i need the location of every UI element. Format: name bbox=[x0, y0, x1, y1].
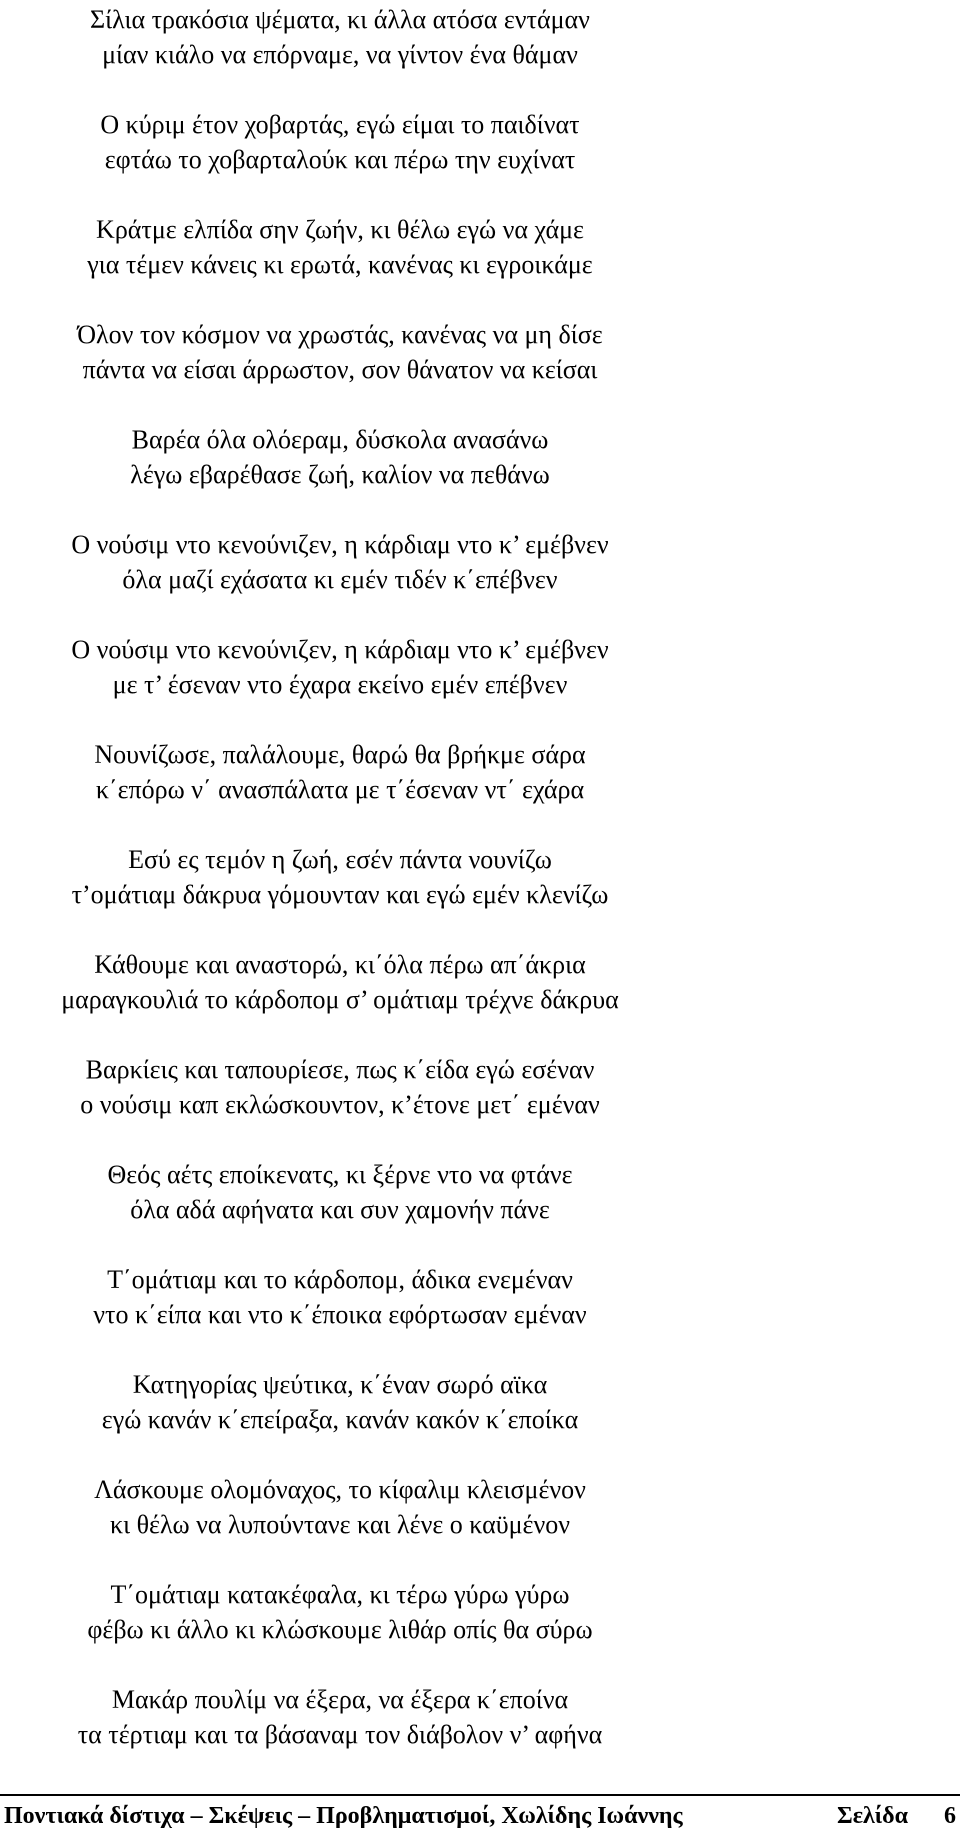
footer-page-label: Σελίδα bbox=[837, 1803, 909, 1829]
poem-stanza bbox=[0, 737, 680, 807]
poem-line: φέβω κι άλλο κι κλώσκουμε λιθάρ οπίς θα σύρω bbox=[87, 1615, 593, 1644]
poem-line: Κατηγορίας ψεύτικα, κ΄έναν σωρό αϊκα bbox=[132, 1370, 548, 1399]
poem-stanza bbox=[0, 947, 680, 1017]
poem-line: λέγω εβαρέθασε ζωή, καλίον να πεθάνω bbox=[130, 460, 550, 489]
poem-line: όλα αδά αφήνατα και συν χαμονήν πάνε bbox=[130, 1195, 550, 1224]
poem-stanza bbox=[0, 1682, 680, 1752]
poem-line: Κράτμε ελπίδα σην ζωήν, κι θέλω εγώ να χάμε bbox=[96, 215, 584, 244]
poem-stanza bbox=[0, 107, 680, 177]
poem-line: πάντα να είσαι άρρωστον, σον θάνατον να κείσαι bbox=[82, 355, 598, 384]
poem-stanza bbox=[0, 1367, 680, 1437]
poem-line: Βαρέα όλα ολόεραμ, δύσκολα ανασάνω bbox=[131, 425, 549, 454]
poem-line: τα τέρτιαμ και τα βάσαναμ τον διάβολον ν’ αφήνα bbox=[77, 1720, 603, 1749]
poem-line: Ο νούσιμ ντο κενούνιζεν, η κάρδιαμ ντο κ’ εμέβνεν bbox=[71, 530, 609, 559]
poem-stanza bbox=[0, 1052, 680, 1122]
poem-stanza bbox=[0, 2, 680, 72]
poem-line: κι θέλω να λυπούντανε και λένε ο καϋμένον bbox=[109, 1510, 570, 1539]
poem-line: Ο κύριμ έτον χοβαρτάς, εγώ είμαι το παιδίνατ bbox=[100, 110, 580, 139]
poem-stanza bbox=[0, 632, 680, 702]
poem-stanza bbox=[0, 842, 680, 912]
poem-line: Λάσκουμε ολομόναχος, το κίφαλιμ κλεισμένον bbox=[94, 1475, 586, 1504]
poem-line: Βαρκίεις και ταπουρίεσε, πως κ΄είδα εγώ εσέναν bbox=[85, 1055, 595, 1084]
poem-line: με τ’ έσεναν ντο έχαρα εκείνο εμέν επέβνεν bbox=[112, 670, 568, 699]
page-footer bbox=[4, 1799, 960, 1833]
poem-line: μαραγκουλιά το κάρδοπομ σ’ ομάτιαμ τρέχνε δάκρυα bbox=[61, 985, 619, 1014]
poem-stanza bbox=[0, 212, 680, 282]
poem-line: Όλον τον κόσμον να χρωστάς, κανένας να μη δίσε bbox=[77, 320, 603, 349]
poem-line: Σίλια τρακόσια ψέματα, κι άλλα ατόσα εντάμαν bbox=[90, 5, 590, 34]
poem-line: για τέμεν κάνεις κι ερωτά, κανένας κι εγροικάμε bbox=[87, 250, 593, 279]
poem-line: Θεός αέτς εποίκενατς, κι ξέρνε ντο να φτάνε bbox=[107, 1160, 573, 1189]
poem-stanza bbox=[0, 527, 680, 597]
poem-line: ο νούσιμ καπ εκλώσκουντον, κ’έτονε μετ΄ εμέναν bbox=[80, 1090, 600, 1119]
poem-line: κ΄επόρω ν΄ ανασπάλατα με τ΄έσεναν ντ΄ εχάρα bbox=[95, 775, 585, 804]
poem-line: Ο νούσιμ ντο κενούνιζεν, η κάρδιαμ ντο κ’ εμέβνεν bbox=[71, 635, 609, 664]
poem-line: μίαν κιάλο να επόρναμε, να γίντον ένα θάμαν bbox=[102, 40, 578, 69]
footer-page-number: 6 bbox=[944, 1803, 956, 1829]
poem-stanza bbox=[0, 1262, 680, 1332]
poem-stanza bbox=[0, 1577, 680, 1647]
footer-title: Ποντιακά δίστιχα – Σκέψεις – Προβληματισμοί, Χωλίδης Ιωάννης bbox=[4, 1803, 683, 1829]
poem-line: Κάθουμε και αναστορώ, κι΄όλα πέρω απ΄άκρια bbox=[94, 950, 586, 979]
poem-line: Μακάρ πουλίμ να έξερα, να έξερα κ΄εποίνα bbox=[111, 1685, 569, 1714]
footer-divider bbox=[0, 1794, 960, 1796]
poem-stanza bbox=[0, 317, 680, 387]
poem-line: Τ΄ομάτιαμ και το κάρδοπομ, άδικα ενεμέναν bbox=[107, 1265, 573, 1294]
poem-line: εφτάω το χοβαρταλούκ και πέρω την ευχίνατ bbox=[104, 145, 576, 174]
poem-line: Εσύ ες τεμόν η ζωή, εσέν πάντα νουνίζω bbox=[128, 845, 552, 874]
poem-line: τ’ομάτιαμ δάκρυα γόμουνταν και εγώ εμέν κλενίζω bbox=[71, 880, 609, 909]
poem-line: εγώ κανάν κ΄επείραξα, κανάν κακόν κ΄εποίκα bbox=[101, 1405, 579, 1434]
poem-line: όλα μαζί εχάσατα κι εμέν τιδέν κ΄επέβνεν bbox=[122, 565, 558, 594]
poem-stanza bbox=[0, 1472, 680, 1542]
poem-line: Νουνίζωσε, παλάλουμε, θαρώ θα βρήκμε σάρα bbox=[94, 740, 586, 769]
poem-line: ντο κ΄είπα και ντο κ΄έποικα εφόρτωσαν εμέναν bbox=[93, 1300, 587, 1329]
poem-line: Τ΄ομάτιαμ κατακέφαλα, κι τέρω γύρω γύρω bbox=[110, 1580, 570, 1609]
poem-stanza bbox=[0, 1157, 680, 1227]
poem-stanza bbox=[0, 422, 680, 492]
